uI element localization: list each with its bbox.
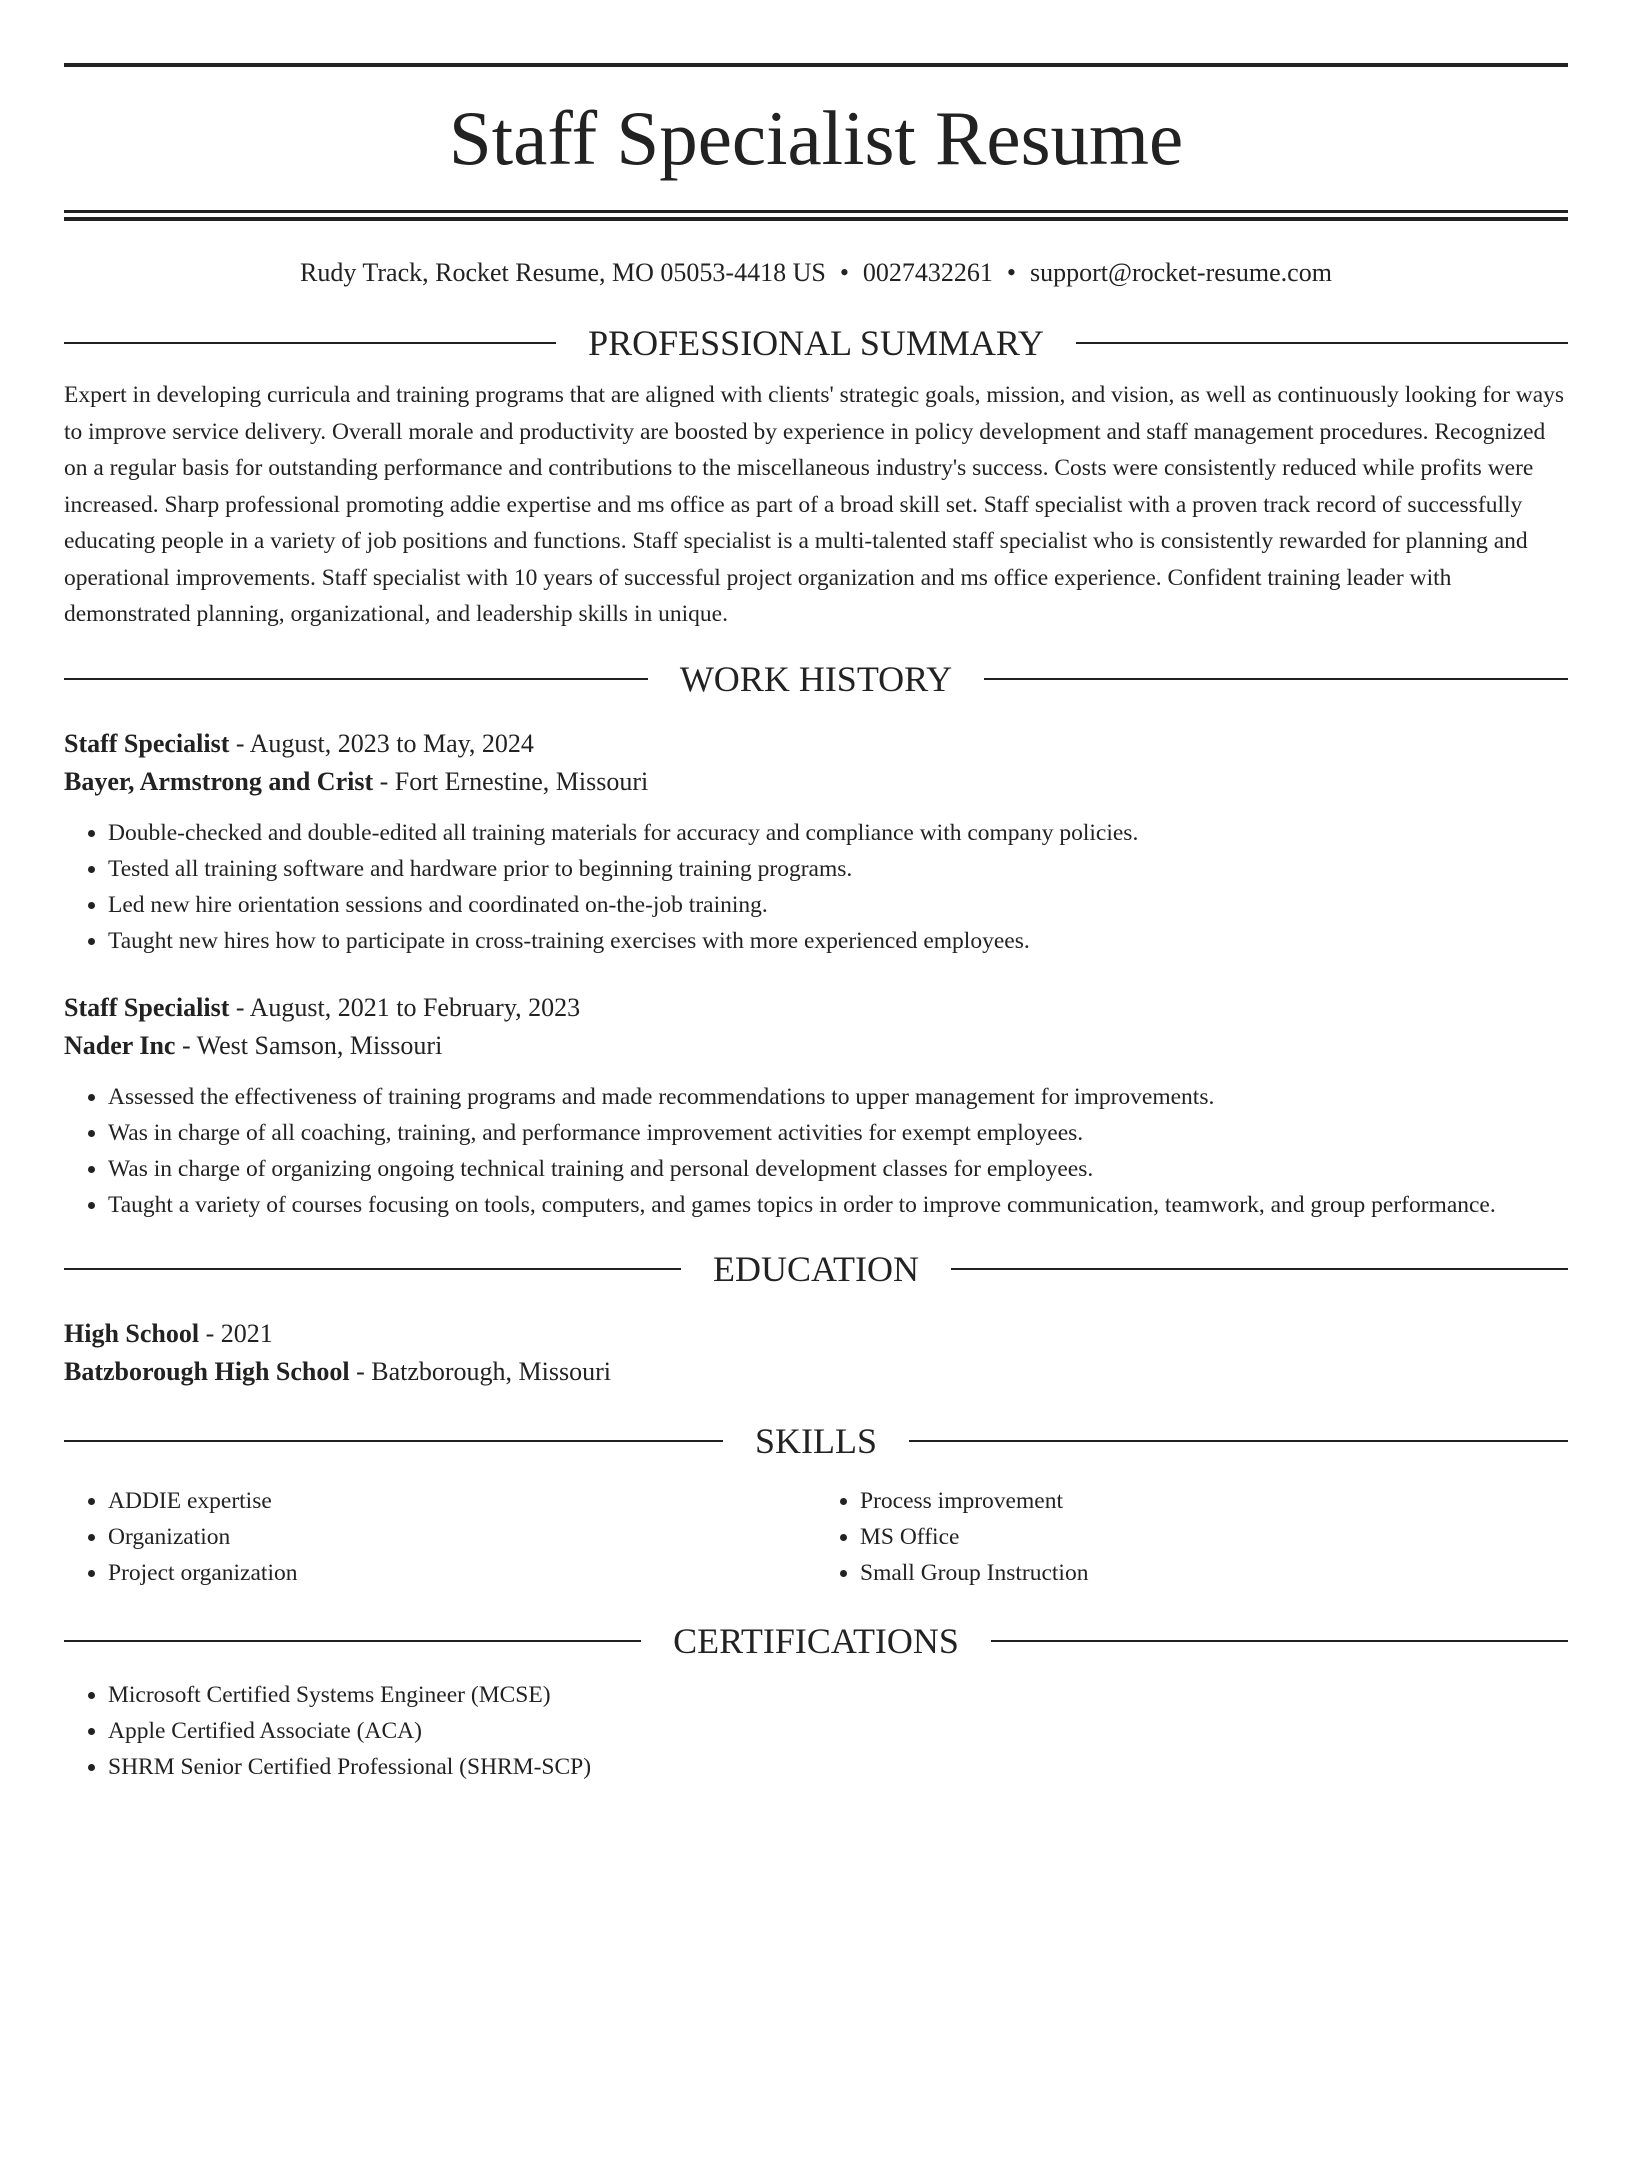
job-location: - West Samson, Missouri xyxy=(175,1030,443,1060)
work-history-heading-label: WORK HISTORY xyxy=(679,658,953,699)
heading-rule-left xyxy=(64,342,556,344)
certifications-heading-label: CERTIFICATIONS xyxy=(673,1620,959,1661)
heading-rule-right xyxy=(984,678,1568,680)
skills-column-left xyxy=(64,1483,816,1591)
job-dates: - August, 2021 to February, 2023 xyxy=(229,992,581,1022)
job-location: - Fort Ernestine, Missouri xyxy=(373,766,649,796)
skill-item: • Small Group Instruction xyxy=(860,1555,1568,1591)
heading-rule-left xyxy=(64,678,648,680)
education-entry xyxy=(64,1315,1568,1391)
job-bullet: • Double-checked and double-edited all training materials for accuracy and compliance with company policies. xyxy=(108,815,1568,851)
education-school: Batzborough High School xyxy=(64,1356,350,1386)
resume-page xyxy=(0,63,1632,2175)
heading-rule-left xyxy=(64,1640,641,1642)
summary-text: Expert in developing curricula and training programs that are aligned with clients' strategic goals, mission, and vision, as well as continuously looking for ways to improve service delivery. Overall morale and productivity are boosted by experience in policy development and staff management procedures. Recognized on a regular basis for outstanding performance and contributions to the miscellaneous industry's success. Costs were consistently reduced while profits were increased. Sharp professional promoting addie expertise and ms office as part of a broad skill set. Staff specialist with a proven track record of successfully educating people in a variety of job positions and functions. Staff specialist is a multi-talented staff specialist who is consistently rewarded for planning and operational improvements. Staff specialist with 10 years of successful project organization and ms office experience. Confident training leader with demonstrated planning, organizational, and leadership skills in unique. xyxy=(64,382,1565,627)
skills-heading xyxy=(64,1419,1568,1463)
education-heading-label: EDUCATION xyxy=(713,1248,919,1289)
skill-item: • Project organization xyxy=(108,1555,816,1591)
job-bullet: • Was in charge of organizing ongoing technical training and personal development classes for employees. xyxy=(108,1151,1568,1187)
certification-item: • Microsoft Certified Systems Engineer (MCSE) xyxy=(108,1677,1568,1713)
skills-heading-label: SKILLS xyxy=(755,1420,878,1461)
job-bullet: • Was in charge of all coaching, training, and performance improvement activities for exempt employees. xyxy=(108,1115,1568,1151)
heading-rule-left xyxy=(64,1440,723,1442)
job-company-line xyxy=(64,763,1568,801)
heading-rule-left xyxy=(64,1268,681,1270)
education-heading xyxy=(64,1247,1568,1291)
job-entry xyxy=(64,725,1568,959)
certifications-heading xyxy=(64,1619,1568,1663)
summary-heading xyxy=(64,321,1568,365)
contact-line xyxy=(64,257,1568,289)
certifications-list xyxy=(64,1677,1568,1785)
education-location: - Batzborough, Missouri xyxy=(349,1356,612,1386)
heading-rule-right xyxy=(951,1268,1568,1270)
job-title: Staff Specialist xyxy=(64,992,230,1022)
job-dates: - August, 2023 to May, 2024 xyxy=(229,728,534,758)
job-title-line xyxy=(64,725,1568,763)
title-double-rule xyxy=(64,210,1568,221)
education-degree: High School xyxy=(64,1318,200,1348)
job-title: Staff Specialist xyxy=(64,728,230,758)
heading-rule-right xyxy=(909,1440,1568,1442)
heading-rule-right xyxy=(991,1640,1568,1642)
contact-email: support@rocket-resume.com xyxy=(1030,258,1332,287)
job-title-line xyxy=(64,989,1568,1027)
heading-rule-right xyxy=(1076,342,1568,344)
education-school-line xyxy=(64,1353,1568,1391)
contact-phone: 0027432261 xyxy=(862,258,993,287)
job-bullet: • Taught a variety of courses focusing on tools, computers, and games topics in order to improve communication, teamwork, and group performance. xyxy=(108,1187,1568,1223)
education-year: - 2021 xyxy=(199,1318,273,1348)
education-degree-line xyxy=(64,1315,1568,1353)
summary-heading-label: PROFESSIONAL SUMMARY xyxy=(588,323,1044,363)
skills-column-right xyxy=(816,1483,1568,1591)
job-bullet: • Taught new hires how to participate in cross-training exercises with more experienced employees. xyxy=(108,923,1568,959)
job-bullet: • Assessed the effectiveness of training programs and made recommendations to upper management for improvements. xyxy=(108,1079,1568,1115)
skills-grid xyxy=(64,1483,1568,1591)
certification-item: • SHRM Senior Certified Professional (SHRM-SCP) xyxy=(108,1749,1568,1785)
skill-item: • ADDIE expertise xyxy=(108,1483,816,1519)
job-company: Nader Inc xyxy=(64,1030,176,1060)
skill-item: • MS Office xyxy=(860,1519,1568,1555)
skill-item: • Organization xyxy=(108,1519,816,1555)
contact-separator: • xyxy=(1006,258,1017,287)
work-history-heading xyxy=(64,657,1568,701)
job-bullet: • Led new hire orientation sessions and coordinated on-the-job training. xyxy=(108,887,1568,923)
certification-item: • Apple Certified Associate (ACA) xyxy=(108,1713,1568,1749)
resume-title: Staff Specialist Resume xyxy=(448,95,1184,181)
job-bullet: • Tested all training software and hardware prior to beginning training programs. xyxy=(108,851,1568,887)
contact-separator: • xyxy=(839,258,849,287)
skill-item: • Process improvement xyxy=(860,1483,1568,1519)
job-bullets xyxy=(64,815,1568,959)
job-company-line xyxy=(64,1027,1568,1065)
contact-address: Rudy Track, Rocket Resume, MO 05053-4418 US xyxy=(300,258,826,287)
job-entry xyxy=(64,989,1568,1223)
job-company: Bayer, Armstrong and Crist xyxy=(64,766,374,796)
job-bullets xyxy=(64,1079,1568,1223)
